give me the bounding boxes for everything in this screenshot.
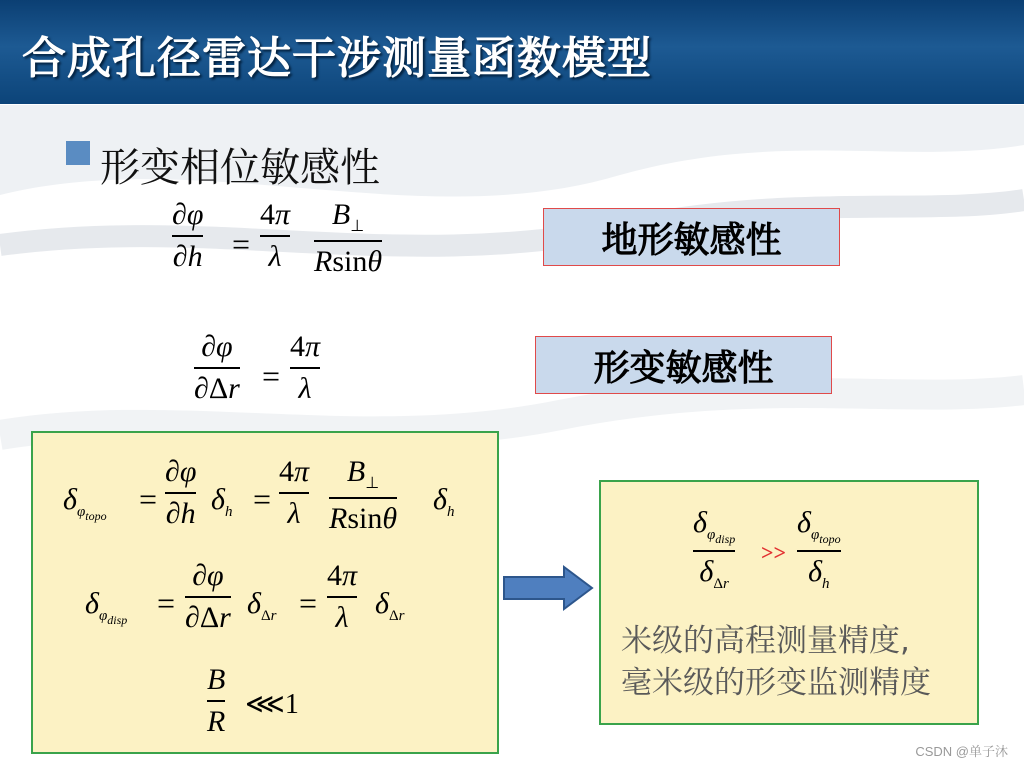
delta-phi-topo: $\delta_{\varphi_{topo}}$ — [63, 483, 107, 523]
slide-title: 合成孔径雷达干涉测量函数模型 — [22, 33, 652, 84]
conclusion-line-1: 米级的高程测量精度, — [621, 623, 910, 659]
fraction-b-rsin: $B_\perp$ Rsinθ — [329, 455, 398, 535]
watermark: CSDN @单子沐 — [915, 744, 1008, 759]
fraction-delta-topo: $\delta_{\varphi_{topo}}$ $\delta_h$ — [797, 506, 841, 592]
fraction-b-r: B R — [207, 663, 226, 738]
equals-sign: = — [139, 481, 158, 517]
right-arrow-icon — [502, 565, 594, 611]
topo-sensitivity-label: 地形敏感性 — [543, 208, 840, 266]
fraction-4pi-lambda: 4π λ — [279, 455, 310, 530]
much-less-than-one: ⋘1 — [245, 689, 299, 720]
delta-dr: $\delta_{\Delta r}$ — [375, 587, 405, 624]
delta-h: $\delta_h$ — [433, 483, 455, 520]
equals-sign: = — [157, 585, 176, 621]
section-heading: 形变相位敏感性 — [100, 145, 380, 191]
bullet-square-icon — [66, 141, 90, 165]
much-greater-sign: >> — [761, 540, 787, 565]
fraction-dphi-ddr: ∂φ ∂Δr — [185, 559, 231, 634]
delta-phi-disp: $\delta_{\varphi_{disp}}$ — [85, 587, 128, 627]
fraction-dphi-dh: ∂φ ∂h — [172, 198, 204, 273]
title-bar — [0, 0, 1024, 104]
conclusion-panel — [599, 480, 979, 725]
equals-sign: = — [232, 226, 251, 262]
equals-sign: = — [262, 358, 281, 394]
delta-dr: $\delta_{\Delta r}$ — [247, 587, 277, 624]
fraction-b-rsin: $B_\perp$ Rsinθ — [314, 198, 383, 278]
fraction-4pi-lambda: 4π λ — [260, 198, 291, 273]
equals-sign: = — [253, 481, 272, 517]
fraction-delta-disp: $\delta_{\varphi_{disp}}$ $\delta_{\Delta r}$ — [693, 506, 736, 592]
equals-sign: = — [299, 585, 318, 621]
fraction-dphi-dh: ∂φ ∂h — [165, 455, 197, 530]
fraction-4pi-lambda: 4π λ — [327, 559, 358, 634]
fraction-4pi-lambda: 4π λ — [290, 330, 321, 405]
conclusion-line-2: 毫米级的形变监测精度 — [621, 665, 931, 701]
delta-h: $\delta_h$ — [211, 483, 233, 520]
fraction-dphi-ddr: ∂φ ∂Δr — [194, 330, 240, 405]
disp-sensitivity-label: 形变敏感性 — [535, 336, 832, 394]
error-formula-panel — [31, 431, 499, 754]
